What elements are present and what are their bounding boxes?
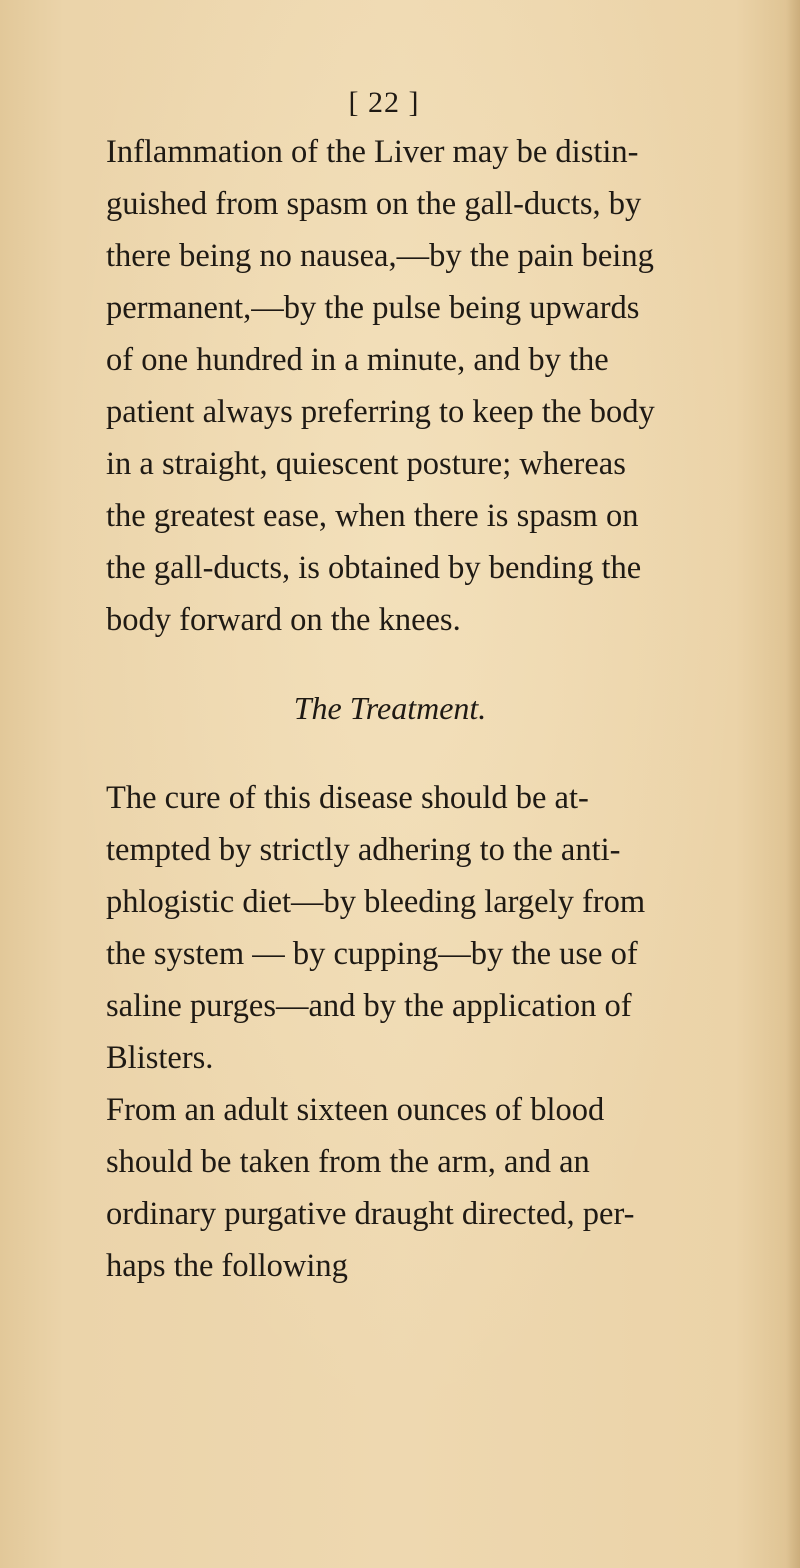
text-line: the gall-ducts, is obtained by bending the: [106, 550, 642, 586]
text-line: The cure of this disease should be at-: [106, 780, 589, 816]
text-line: permanent,—by the pulse being upwards: [106, 290, 640, 326]
text-line: there being no nausea,—by the pain being: [106, 238, 654, 274]
page-number: [ 22 ]: [348, 86, 420, 119]
text-line: the greatest ease, when there is spasm on: [106, 498, 639, 534]
text-line: ordinary purgative draught directed, per-: [106, 1196, 635, 1232]
page-edge-shadow: [786, 0, 800, 1568]
text-line: Blisters.: [106, 1040, 214, 1076]
text-line: should be taken from the arm, and an: [106, 1144, 590, 1180]
text-line: body forward on the knees.: [106, 602, 461, 638]
text-line: saline purges—and by the application of: [106, 988, 632, 1024]
text-line: in a straight, quiescent posture; whereas: [106, 446, 626, 482]
section-heading: The Treatment.: [293, 690, 487, 726]
text-line: patient always preferring to keep the body: [106, 394, 655, 430]
text-line: tempted by strictly adhering to the anti-: [106, 832, 621, 868]
text-line: of one hundred in a minute, and by the: [106, 342, 609, 378]
text-line: the system — by cupping—by the use of: [106, 936, 638, 972]
text-line: From an adult sixteen ounces of blood: [106, 1092, 605, 1128]
text-line: guished from spasm on the gall-ducts, by: [106, 186, 642, 222]
text-line: Inflammation of the Liver may be distin-: [106, 134, 639, 170]
text-line: phlogistic diet—by bleeding largely from: [106, 884, 646, 920]
text-line: haps the following: [106, 1248, 348, 1284]
